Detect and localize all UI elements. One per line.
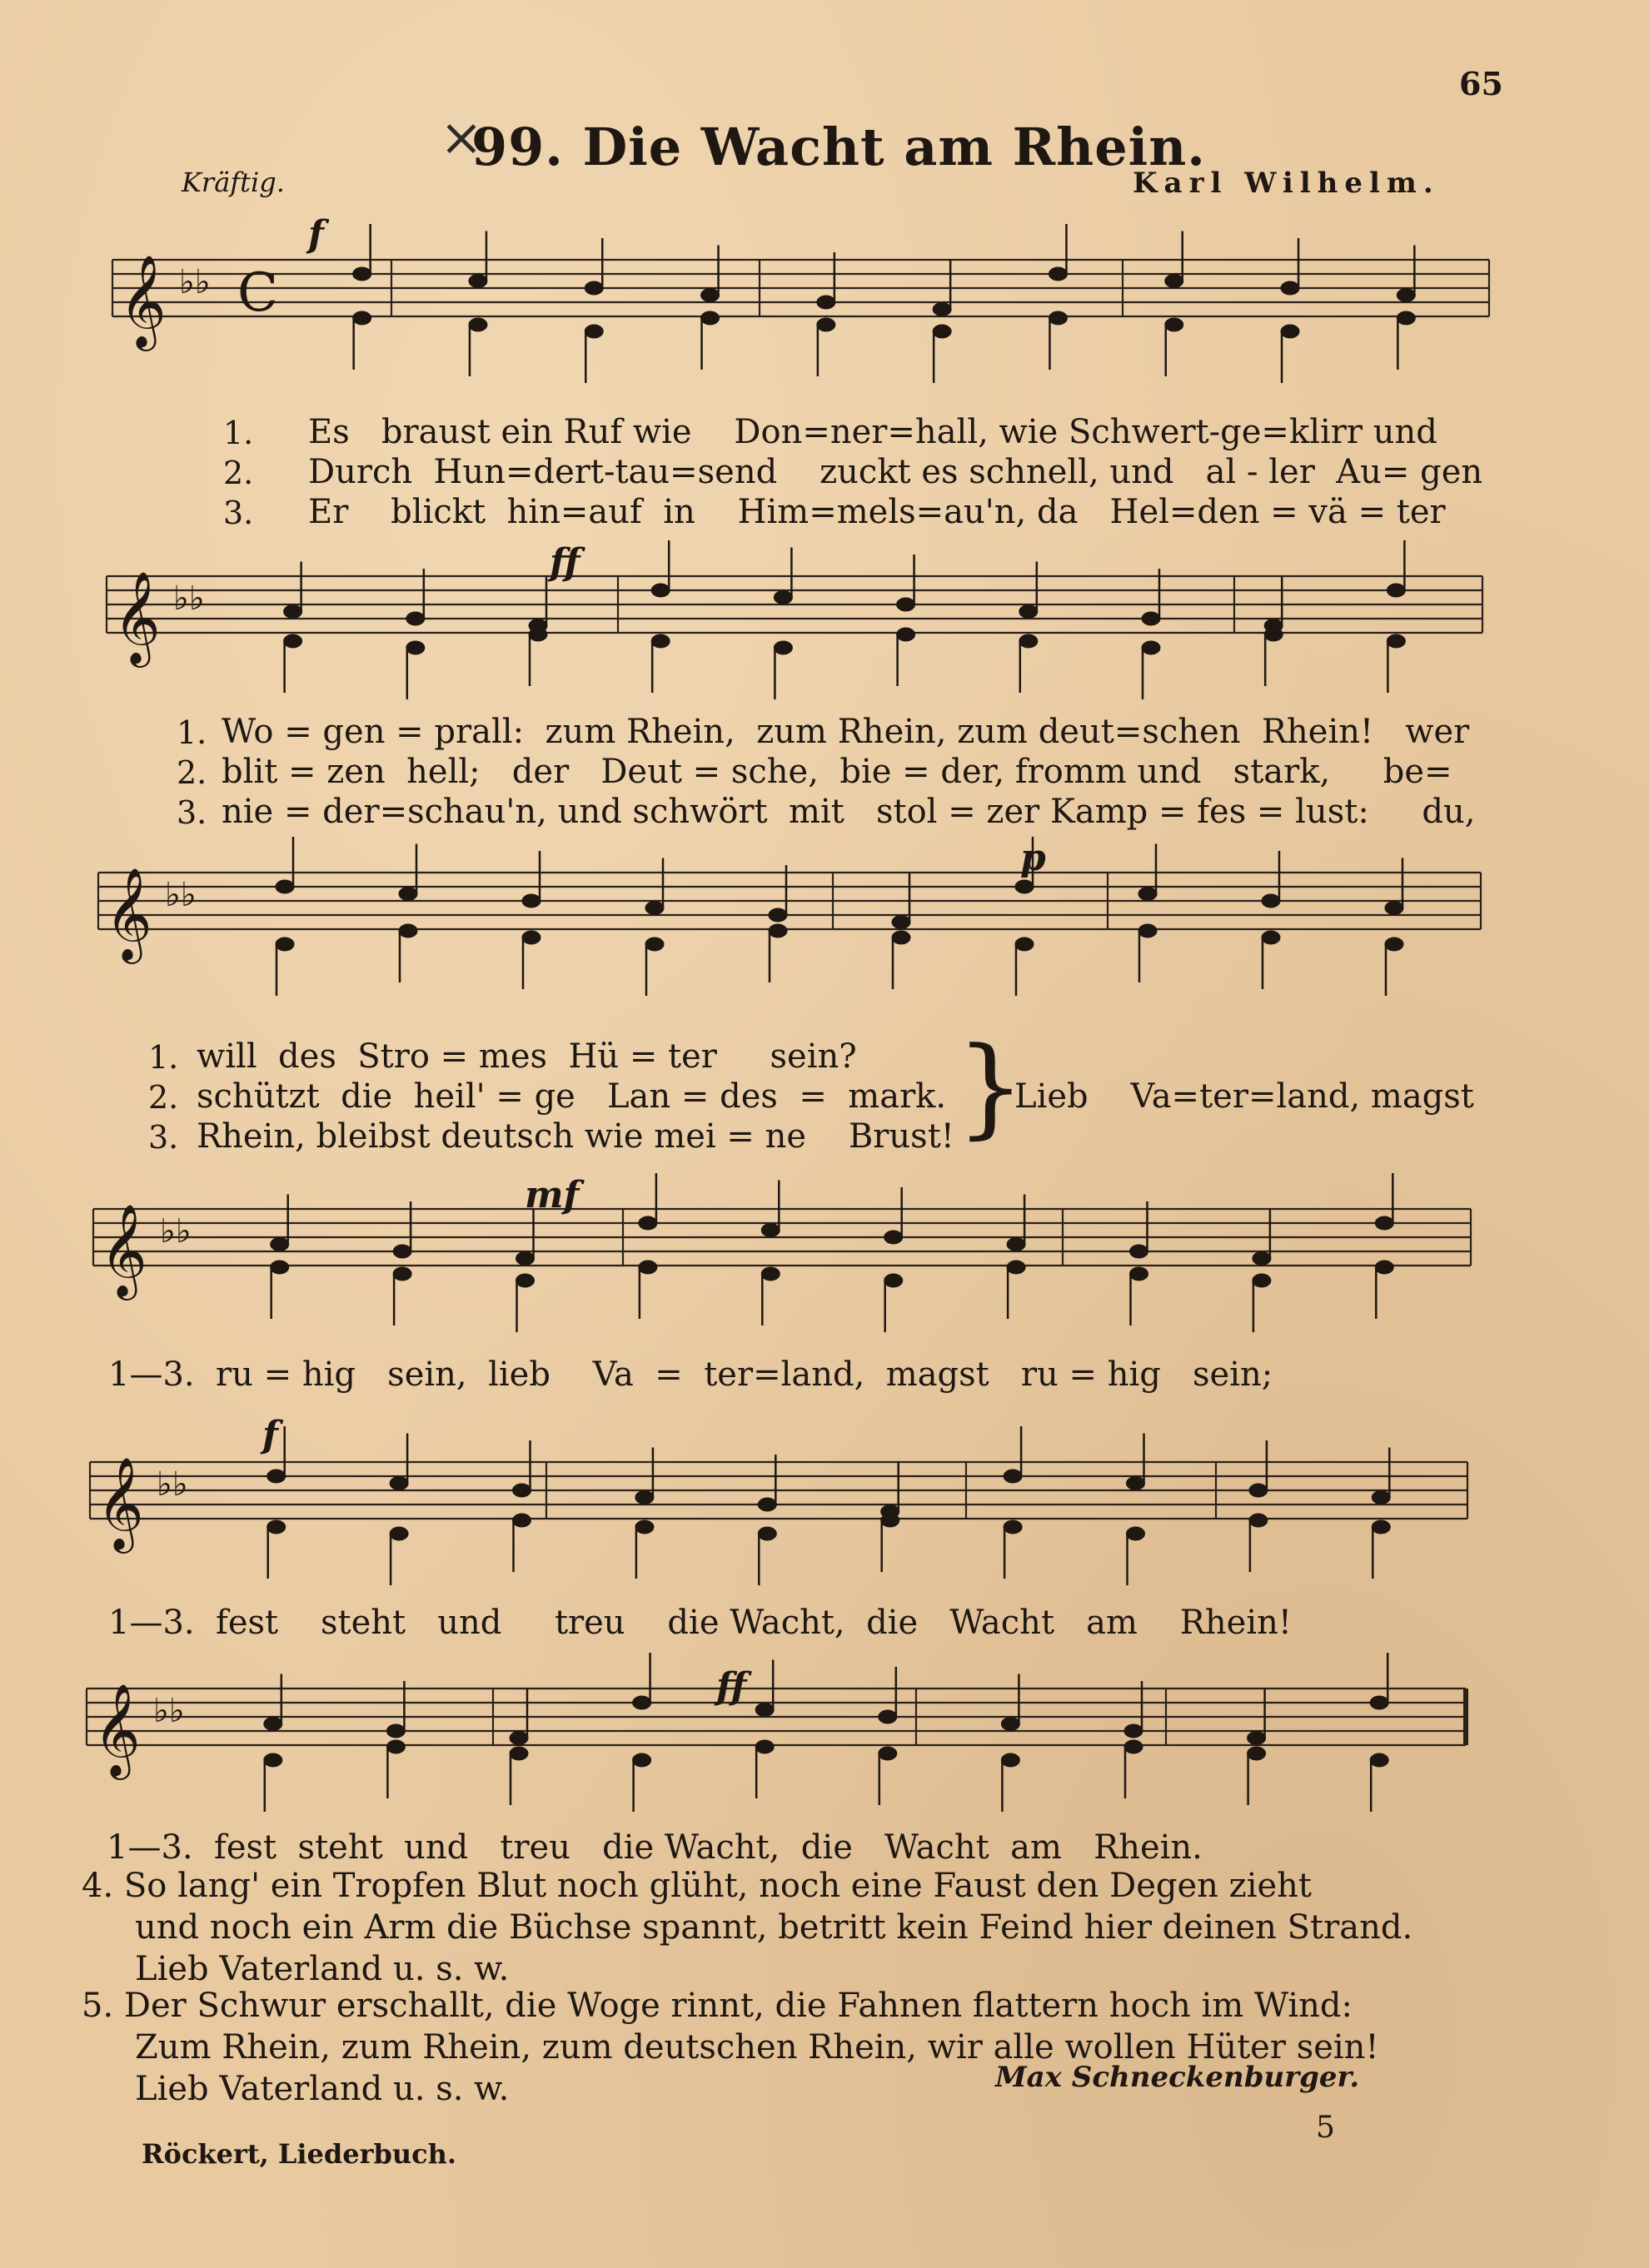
footer-source: Röckert, Liederbuch. xyxy=(142,2138,457,2170)
note-head xyxy=(892,916,910,929)
brace: } xyxy=(956,1023,1025,1150)
note-head xyxy=(701,311,720,325)
verse-number: 3. xyxy=(148,1119,179,1156)
note-head xyxy=(1372,1520,1390,1534)
note-head xyxy=(1049,311,1067,325)
note-head xyxy=(1264,628,1283,641)
lyric-line: schützt die heil' = ge Lan = des = mark. xyxy=(197,1077,947,1116)
page-number: 65 xyxy=(1459,65,1503,102)
note-head xyxy=(264,1753,282,1767)
note-head xyxy=(1001,1753,1019,1767)
note-head xyxy=(469,275,487,288)
note-head xyxy=(701,289,720,302)
lyric-line: Er blickt hin=auf in Him=mels=au'n, da Hel=den = vä = ter xyxy=(308,493,1446,531)
note-head xyxy=(406,612,425,625)
dynamic-ff: ff xyxy=(550,541,580,584)
note-head xyxy=(393,1267,411,1281)
treble-clef-icon: 𝄞 xyxy=(100,1203,147,1296)
note-head xyxy=(271,1238,289,1251)
note-head xyxy=(1049,267,1067,281)
note-head xyxy=(1138,888,1157,901)
lyric-line: will des Stro = mes Hü = ter sein? xyxy=(197,1037,857,1076)
note-head xyxy=(1124,1740,1143,1753)
note-head xyxy=(267,1520,286,1534)
time-signature-c-icon: C xyxy=(237,262,278,324)
note-head xyxy=(271,1261,289,1274)
note-head xyxy=(1130,1267,1148,1281)
key-signature-flat-icon: ♭♭ xyxy=(160,1212,192,1251)
tempo-marking: Kräftig. xyxy=(182,167,285,198)
treble-clef-icon: 𝄞 xyxy=(93,1683,141,1776)
note-head xyxy=(758,1498,776,1511)
note-head xyxy=(386,1740,405,1753)
note-head xyxy=(1262,931,1280,944)
note-head xyxy=(1387,584,1405,597)
verse-refrain-ref: Lieb Vaterland u. s. w. xyxy=(135,1950,510,1988)
note-head xyxy=(1372,1491,1390,1505)
note-head xyxy=(645,938,664,951)
note-head xyxy=(510,1732,528,1745)
composer: Karl Wilhelm. xyxy=(1133,167,1440,200)
verse-number: 5. xyxy=(82,1987,114,2025)
note-head xyxy=(1001,1718,1019,1731)
note-head xyxy=(1124,1724,1143,1738)
note-head xyxy=(755,1703,774,1717)
note-head xyxy=(1165,318,1183,331)
note-head xyxy=(267,1470,286,1483)
note-head xyxy=(651,584,670,597)
note-head xyxy=(1004,1470,1022,1483)
pencil-cross-mark: × xyxy=(440,107,483,167)
key-signature-flat-icon: ♭♭ xyxy=(179,263,211,301)
note-head xyxy=(884,1274,903,1287)
note-head xyxy=(645,902,664,915)
dynamic-ff-2: ff xyxy=(716,1665,747,1708)
verse-number: 1. xyxy=(177,714,207,751)
note-head xyxy=(933,303,951,316)
note-head xyxy=(758,1527,776,1540)
key-signature-flat-icon: ♭♭ xyxy=(153,1692,185,1730)
note-head xyxy=(879,1710,897,1723)
verse-number: 3. xyxy=(177,794,207,831)
treble-clef-icon: 𝄞 xyxy=(97,1456,144,1549)
note-head xyxy=(1253,1274,1271,1287)
note-head xyxy=(1127,1527,1145,1540)
note-head xyxy=(639,1216,657,1230)
note-head xyxy=(1385,902,1403,915)
note-head xyxy=(633,1696,651,1709)
lyricist: Max Schneckenburger. xyxy=(995,2061,1360,2094)
note-head xyxy=(1004,1520,1022,1534)
note-head xyxy=(1019,634,1038,648)
note-head xyxy=(769,908,787,922)
verse-number: 4. xyxy=(82,1867,114,1905)
key-signature-flat-icon: ♭♭ xyxy=(173,579,205,618)
note-head xyxy=(933,325,951,338)
note-head xyxy=(1385,938,1403,951)
note-head xyxy=(393,1245,411,1258)
note-head xyxy=(1375,1261,1393,1274)
note-head xyxy=(469,318,487,331)
note-head xyxy=(513,1484,531,1497)
note-head xyxy=(276,880,294,893)
verse-refrain-ref: Lieb Vaterland u. s. w. xyxy=(135,2070,510,2108)
note-head xyxy=(585,281,603,295)
note-head xyxy=(585,325,603,338)
verse-number: 1. xyxy=(148,1039,179,1076)
lyric-line: 1—3. fest steht und treu die Wacht, die Wacht am Rhein. xyxy=(107,1828,1203,1867)
note-head xyxy=(635,1520,654,1534)
note-head xyxy=(774,641,792,654)
note-head xyxy=(1019,605,1038,619)
note-head xyxy=(1165,275,1183,288)
lyric-line: Durch Hun=dert-tau=send zuckt es schnell, und al - ler Au= gen xyxy=(308,453,1483,491)
note-head xyxy=(897,628,915,641)
note-head xyxy=(513,1514,531,1527)
note-head xyxy=(1007,1261,1025,1274)
dynamic-f: f xyxy=(308,213,324,256)
note-head xyxy=(1375,1216,1393,1230)
refrain-lyric: Lieb Va=ter=land, magst xyxy=(1014,1077,1474,1116)
note-head xyxy=(284,634,302,648)
note-head xyxy=(1248,1747,1266,1760)
note-head xyxy=(635,1491,654,1505)
note-head xyxy=(1387,634,1405,648)
note-head xyxy=(284,605,302,619)
note-head xyxy=(390,1477,408,1490)
note-head xyxy=(1253,1252,1271,1266)
note-head xyxy=(897,598,915,611)
note-head xyxy=(817,318,835,331)
note-head xyxy=(1015,880,1034,893)
note-head xyxy=(1249,1514,1268,1527)
note-head xyxy=(1127,1477,1145,1490)
note-head xyxy=(406,641,425,654)
verse-text: Der Schwur erschallt, die Woge rinnt, die Fahnen flattern hoch im Wind: xyxy=(123,1987,1353,2025)
note-head xyxy=(522,931,541,944)
verse-number: 2. xyxy=(223,455,254,491)
treble-clef-icon: 𝄞 xyxy=(119,254,167,347)
lyric-line: 1—3. ru = hig sein, lieb Va = ter=land, magst ru = hig sein; xyxy=(108,1355,1273,1394)
note-head xyxy=(1142,612,1160,625)
note-head xyxy=(264,1718,282,1731)
note-head xyxy=(651,634,670,648)
note-head xyxy=(1248,1732,1266,1745)
note-head xyxy=(817,296,835,309)
verse-number: 1. xyxy=(223,415,254,451)
lyric-line: Es braust ein Ruf wie Don=ner=hall, wie Schwert-ge=klirr und xyxy=(308,413,1437,451)
verse-text: Zum Rhein, zum Rhein, zum deutschen Rhein, wir alle wollen Hüter sein! xyxy=(135,2028,1379,2067)
note-head xyxy=(1262,894,1280,908)
signature-mark: 5 xyxy=(1316,2111,1335,2145)
song-title: 99. Die Wacht am Rhein. xyxy=(471,117,1206,177)
dynamic-f-2: f xyxy=(262,1414,278,1456)
note-head xyxy=(761,1267,780,1281)
note-head xyxy=(399,888,417,901)
verse-number: 3. xyxy=(223,495,254,531)
note-head xyxy=(399,924,417,938)
note-head xyxy=(510,1747,528,1760)
note-head xyxy=(276,938,294,951)
note-head xyxy=(1370,1753,1388,1767)
lyric-line: Rhein, bleibst deutsch wie mei = ne Brust! xyxy=(197,1117,954,1156)
note-head xyxy=(353,311,371,325)
verse-4 xyxy=(82,1865,1497,1990)
note-head xyxy=(761,1224,780,1237)
note-head xyxy=(884,1231,903,1244)
note-head xyxy=(755,1740,774,1753)
lyric-line: blit = zen hell; der Deut = sche, bie = der, fromm und stark, be= xyxy=(222,753,1452,791)
note-head xyxy=(1397,311,1415,325)
key-signature-flat-icon: ♭♭ xyxy=(165,876,197,914)
note-head xyxy=(1142,641,1160,654)
note-head xyxy=(1138,924,1157,938)
note-head xyxy=(769,924,787,938)
note-head xyxy=(1281,281,1299,295)
treble-clef-icon: 𝄞 xyxy=(113,570,161,664)
note-head xyxy=(879,1747,897,1760)
note-head xyxy=(639,1261,657,1274)
note-head xyxy=(881,1514,899,1527)
note-head xyxy=(1015,938,1034,951)
note-head xyxy=(1130,1245,1148,1258)
note-head xyxy=(1370,1696,1388,1709)
note-head xyxy=(1007,1238,1025,1251)
key-signature-flat-icon: ♭♭ xyxy=(157,1465,188,1504)
note-head xyxy=(516,1252,535,1266)
note-head xyxy=(390,1527,408,1540)
note-head xyxy=(522,894,541,908)
verse-number: 2. xyxy=(148,1079,179,1116)
note-head xyxy=(516,1274,535,1287)
dynamic-p: p xyxy=(1020,837,1046,879)
note-head xyxy=(353,267,371,281)
note-head xyxy=(386,1724,405,1738)
note-head xyxy=(1397,289,1415,302)
note-head xyxy=(892,931,910,944)
note-head xyxy=(774,591,792,604)
verse-text: So lang' ein Tropfen Blut noch glüht, noch eine Faust den Degen zieht xyxy=(123,1867,1313,1905)
note-head xyxy=(1249,1484,1268,1497)
lyric-line: 1—3. fest steht und treu die Wacht, die Wacht am Rhein! xyxy=(108,1604,1292,1642)
verse-text: und noch ein Arm die Büchse spannt, betritt kein Feind hier deinen Strand. xyxy=(135,1908,1413,1947)
lyric-line: Wo = gen = prall: zum Rhein, zum Rhein, zum deut=schen Rhein! wer xyxy=(222,713,1470,751)
note-head xyxy=(1281,325,1299,338)
treble-clef-icon: 𝄞 xyxy=(105,867,152,960)
note-head xyxy=(529,628,547,641)
verse-number: 2. xyxy=(177,754,207,791)
note-head xyxy=(633,1753,651,1767)
lyric-line: nie = der=schau'n, und schwört mit stol = zer Kamp = fes = lust: du, xyxy=(222,793,1476,831)
dynamic-mf: mf xyxy=(525,1174,580,1216)
